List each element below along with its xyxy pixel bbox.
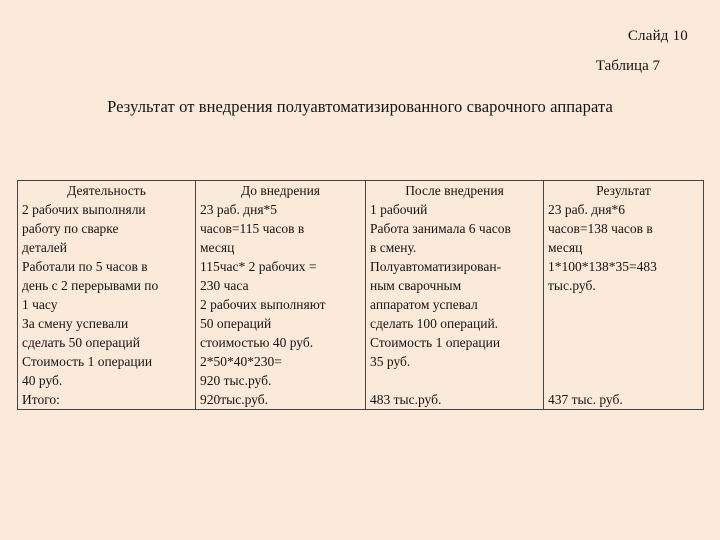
table-number: Таблица 7 (595, 58, 660, 74)
header-before: До внедрения (196, 181, 366, 201)
table-total-row (18, 390, 704, 410)
header-activity: Деятельность (18, 181, 196, 201)
table-row (18, 200, 704, 390)
total-label: Итого: (18, 390, 196, 410)
slide-number: Слайд 10 (627, 28, 688, 44)
total-before: 920тыс.руб. (196, 390, 366, 410)
results-table (17, 180, 704, 410)
total-result: 437 тыс. руб. (544, 390, 704, 410)
cell-activity: 2 рабочих выполняли работу по сварке деталей Работали по 5 часов в день с 2 перерывами по 1 часу За смену успевали сделать 50 операций Стоимость 1 операции 40 руб. (18, 200, 196, 390)
table-header-row (18, 181, 704, 201)
total-after: 483 тыс.руб. (366, 390, 544, 410)
header-after: После внедрения (366, 181, 544, 201)
page-title: Результат от внедрения полуавтоматизированного сварочного аппарата (107, 97, 613, 116)
cell-before: 23 раб. дня*5 часов=115 часов в месяц 115час* 2 рабочих = 230 часа 2 рабочих выполняют 50 операций стоимостью 40 руб. 2*50*40*230= 920 тыс.руб. (196, 200, 366, 390)
cell-result: 23 раб. дня*6 часов=138 часов в месяц 1*100*138*35=483 тыс.руб. (544, 200, 704, 390)
cell-after: 1 рабочий Работа занимала 6 часов в смену. Полуавтоматизирован- ным сварочным аппаратом успевал сделать 100 операций. Стоимость 1 операции 35 руб. (366, 200, 544, 390)
header-result: Результат (544, 181, 704, 201)
